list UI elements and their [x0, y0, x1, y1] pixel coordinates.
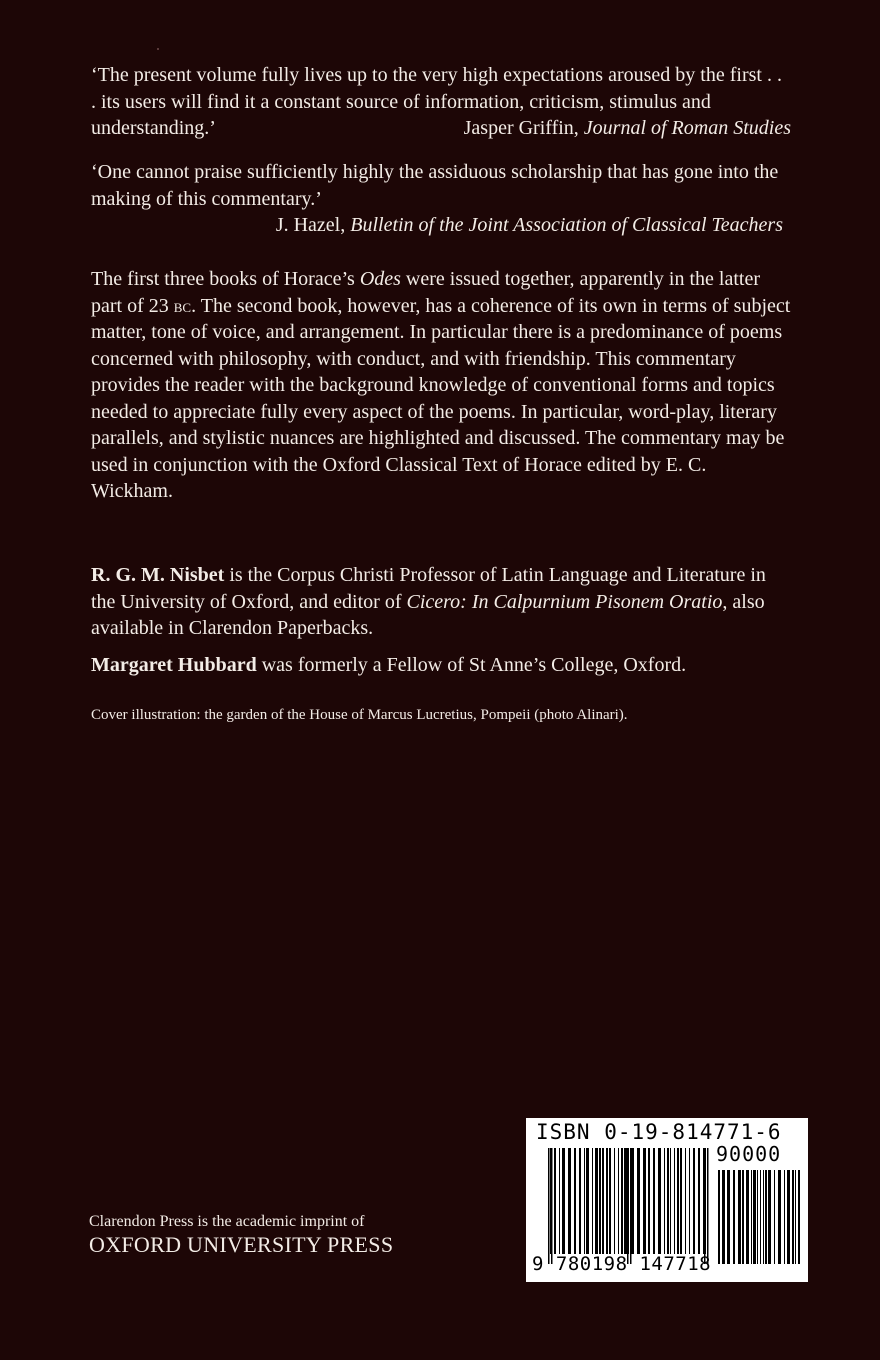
barcode-bar	[667, 1148, 669, 1254]
review-quote-hazel	[91, 159, 791, 239]
barcode-bar	[624, 1148, 627, 1254]
bc-abbrev: bc	[173, 295, 192, 316]
barcode-bar	[637, 1148, 640, 1254]
barcode-bar	[559, 1148, 560, 1254]
addon-bar	[765, 1170, 767, 1264]
author-bio-hubbard	[91, 652, 791, 679]
addon-bar	[763, 1170, 764, 1264]
author-name: R. G. M. Nisbet	[91, 564, 225, 586]
barcode-bar	[664, 1148, 665, 1254]
bio-text: is the Corpus Christi Professor of Latin Language and Literature in the University of Oxford, and editor of	[91, 564, 766, 613]
description-text: were issued together, apparently in the latter part of 23	[91, 268, 760, 317]
quote-source: Journal of Roman Studies	[583, 117, 791, 139]
barcode-bar	[698, 1148, 700, 1254]
addon-bar	[738, 1170, 741, 1264]
barcode-bar	[658, 1148, 661, 1254]
barcode-bar	[599, 1148, 601, 1254]
barcode-bar	[574, 1148, 576, 1254]
addon-bar	[774, 1170, 775, 1264]
cover-caption: Cover illustration: the garden of the House of Marcus Lucretius, Pompeii (photo Alinari).	[91, 707, 628, 723]
barcode-bar	[614, 1148, 615, 1254]
barcode-bar	[677, 1148, 679, 1254]
quote-author: Jasper Griffin,	[463, 117, 579, 139]
addon-bar	[742, 1170, 744, 1264]
isbn-number: ISBN 0-19-814771-6	[536, 1120, 782, 1144]
print-speck	[157, 48, 159, 50]
description-text: . The second book, however, has a coherence of its own in terms of subject matter, tone of voice, and arrangement. In particular there is a predominance of poems concerned with philosophy, with conduct, and with friendship. This commentary provides the reader with the background knowledge of conventional forms and topics needed to appreciate fully every aspect of the poems. In particular, word-play, literary parallels, and stylistic nuances are highlighted and discussed. The commentary may be used in conjunction with the Oxford Classical Text of Horace edited by E. C. Wickham.	[91, 294, 791, 502]
addon-bar	[778, 1170, 781, 1264]
barcode-bar	[618, 1148, 619, 1254]
author-name: Margaret Hubbard	[91, 654, 257, 676]
barcode-bar	[648, 1148, 650, 1254]
barcode-bar	[689, 1148, 690, 1254]
barcode-bar	[606, 1148, 608, 1254]
addon-bar	[727, 1170, 730, 1264]
addon-bar	[798, 1170, 800, 1264]
imprint-line: Clarendon Press is the academic imprint of	[89, 1213, 365, 1230]
barcode-bar	[584, 1148, 585, 1254]
addon-bar	[722, 1170, 725, 1264]
book-description	[91, 266, 791, 505]
publisher-imprint	[89, 1212, 393, 1258]
barcode-bar	[609, 1148, 611, 1254]
barcode-bar	[595, 1148, 598, 1254]
quote-attribution	[464, 115, 791, 142]
barcode-bar	[602, 1148, 604, 1254]
barcode-bar	[685, 1148, 686, 1254]
barcode-guard-bar	[704, 1148, 706, 1264]
quote-author: J. Hazel,	[275, 214, 346, 236]
addon-bar	[733, 1170, 735, 1264]
barcode-bar	[579, 1148, 581, 1254]
barcode-bar	[680, 1148, 682, 1254]
barcode-bar	[643, 1148, 646, 1254]
barcode-bar	[653, 1148, 655, 1254]
addon-bar	[746, 1170, 749, 1264]
quote-text: ‘The present volume fully lives up to the very high expectations aroused by the first . . . its users will find it a constant source of information, criticism, stimulus and understanding.’	[91, 64, 782, 139]
barcode-bar	[693, 1148, 695, 1254]
addon-bar	[784, 1170, 785, 1264]
barcode-bar	[554, 1148, 556, 1254]
bio-text: , also available in Clarendon Paperbacks.	[91, 590, 765, 639]
barcode-guard-bar	[551, 1148, 553, 1264]
addon-bar	[787, 1170, 790, 1264]
barcode-bar	[592, 1148, 593, 1254]
barcode-bar	[670, 1148, 671, 1254]
barcode-guard-bar	[548, 1148, 550, 1264]
addon-bar	[718, 1170, 720, 1264]
barcode-bar	[674, 1148, 675, 1254]
barcode-guard-bar	[707, 1148, 709, 1264]
author-bio-nisbet	[91, 562, 791, 642]
review-quote-griffin	[91, 62, 791, 142]
addon-bar	[792, 1170, 794, 1264]
addon-bar	[768, 1170, 771, 1264]
barcode-bar	[621, 1148, 623, 1254]
price-addon: 90000	[716, 1142, 782, 1166]
quote-source: Bulletin of the Joint Association of Classical Teachers	[350, 214, 783, 236]
addon-bar	[760, 1170, 761, 1264]
ean-number: 9 780198 147718	[532, 1253, 712, 1275]
publisher-name: OXFORD UNIVERSITY PRESS	[89, 1232, 394, 1257]
barcode-guard-bar	[627, 1148, 629, 1264]
barcode-bar	[568, 1148, 571, 1254]
barcode-bar	[562, 1148, 565, 1254]
addon-bar	[757, 1170, 758, 1264]
bio-text: was formerly a Fellow of St Anne’s College, Oxford.	[261, 654, 687, 676]
isbn-barcode	[526, 1118, 808, 1282]
barcode-bar	[586, 1148, 589, 1254]
quote-text: ‘One cannot praise sufficiently highly the assiduous scholarship that has gone into the making of this commentary.’	[91, 161, 779, 210]
odes-title: Odes	[359, 268, 401, 290]
barcode-guard-bar	[630, 1148, 632, 1264]
book-title: Cicero: In Calpurnium Pisonem Oratio	[406, 590, 723, 613]
addon-bar	[795, 1170, 796, 1264]
addon-bar	[753, 1170, 756, 1264]
quote-attribution	[91, 212, 791, 239]
description-text: The first three books of Horace’s	[91, 268, 355, 290]
addon-bar	[751, 1170, 752, 1264]
